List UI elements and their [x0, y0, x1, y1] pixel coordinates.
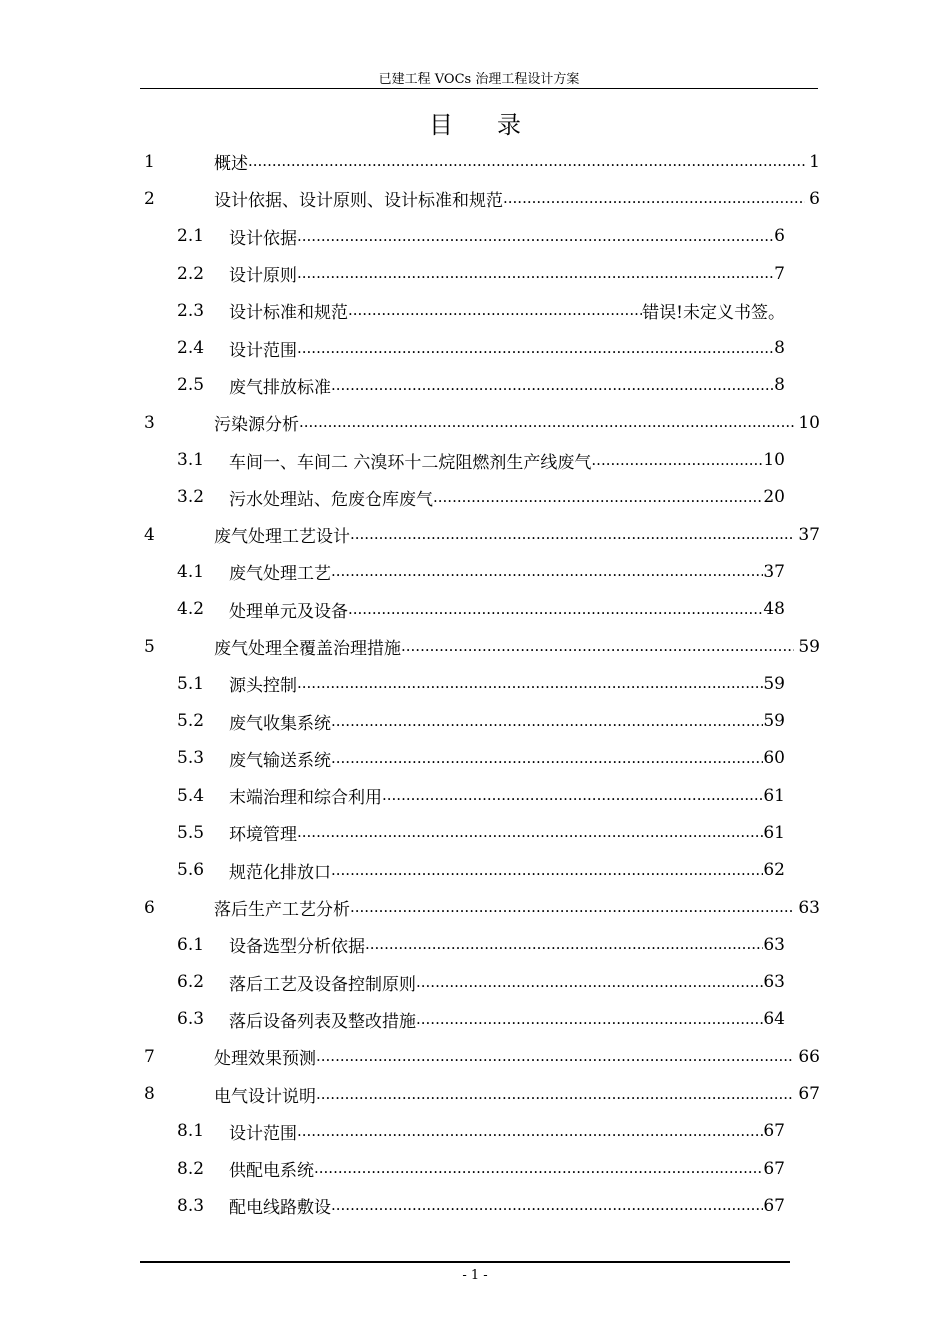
dot-leader	[416, 1012, 763, 1027]
toc-entry[interactable]	[140, 852, 820, 889]
toc-entry-page: 67	[763, 1158, 785, 1179]
dot-leader	[331, 714, 763, 729]
toc-entry-title: 电气设计说明	[214, 1086, 316, 1107]
toc-entry-number: 6.3	[177, 1009, 205, 1030]
toc-entry-title: 污水处理站、危废仓库废气	[229, 489, 433, 510]
toc-entry-number: 5.5	[177, 822, 205, 843]
toc-entry-number: 4.2	[177, 599, 205, 620]
toc-entry-number: 8	[144, 1084, 155, 1105]
toc-entry-title: 落后工艺及设备控制原则	[229, 974, 416, 995]
toc-entry[interactable]	[140, 1187, 820, 1224]
dot-leader	[297, 1124, 763, 1139]
dot-leader	[503, 191, 805, 206]
table-of-contents	[140, 143, 820, 1225]
toc-entry[interactable]	[140, 404, 820, 441]
toc-entry-number: 2.3	[177, 300, 205, 321]
toc-entry[interactable]	[140, 479, 820, 516]
toc-entry-title: 设计范围	[229, 1123, 297, 1144]
toc-entry-page: 6	[774, 226, 785, 247]
toc-entry-page: 66	[798, 1046, 820, 1067]
toc-entry-title: 设计原则	[229, 266, 297, 287]
toc-entry-title: 废气收集系统	[229, 713, 331, 734]
toc-entry-page: 67	[763, 1121, 785, 1142]
toc-entry-page: 60	[763, 748, 785, 769]
toc-entry-title: 污染源分析	[214, 415, 299, 436]
toc-entry-number: 2.5	[177, 375, 205, 396]
dot-leader	[401, 639, 794, 654]
toc-entry-title: 设计标准和规范	[229, 303, 348, 324]
toc-entry-number: 5.6	[177, 860, 205, 881]
toc-entry[interactable]	[140, 814, 820, 851]
toc-entry-title: 废气处理全覆盖治理措施	[214, 639, 401, 659]
dot-leader	[248, 154, 805, 169]
dot-leader	[433, 490, 763, 505]
dot-leader	[316, 1087, 794, 1102]
dot-leader	[316, 1049, 794, 1064]
toc-entry-title: 处理效果预测	[214, 1049, 316, 1070]
dot-leader	[331, 564, 763, 579]
toc-entry-number: 6.1	[177, 934, 205, 955]
toc-entry-page: 8	[774, 338, 785, 359]
toc-entry-title: 源头控制	[229, 676, 297, 697]
toc-entry[interactable]	[140, 441, 820, 478]
toc-entry[interactable]	[140, 180, 820, 217]
toc-entry-page: 59	[798, 636, 820, 657]
dot-leader	[348, 602, 763, 617]
toc-entry[interactable]	[140, 218, 820, 255]
toc-entry-page: 6	[809, 188, 820, 209]
toc-entry-title: 废气处理工艺	[229, 564, 331, 585]
toc-entry-number: 8.1	[177, 1121, 205, 1142]
toc-entry-number: 2	[144, 188, 155, 209]
toc-entry-title: 废气处理工艺设计	[214, 527, 350, 548]
dot-leader	[297, 341, 774, 356]
dot-leader	[382, 788, 763, 803]
toc-entry-page: 63	[763, 972, 785, 993]
toc-entry-number: 8.2	[177, 1158, 205, 1179]
toc-entry-number: 6.2	[177, 972, 205, 993]
toc-entry-number: 5.4	[177, 785, 205, 806]
toc-entry-number: 2.1	[177, 226, 205, 247]
toc-entry-title: 环境管理	[229, 825, 297, 846]
toc-entry-page: 错误!未定义书签。	[642, 303, 785, 324]
dot-leader	[348, 303, 642, 318]
toc-entry-page: 10	[798, 412, 820, 433]
toc-entry-page: 63	[763, 934, 785, 955]
toc-entry-number: 6	[144, 897, 155, 918]
toc-entry-title: 设备选型分析依据	[229, 937, 365, 958]
dot-leader	[365, 937, 763, 952]
dot-leader	[331, 1198, 763, 1213]
toc-entry-page: 1	[809, 151, 820, 172]
toc-entry-number: 1	[144, 151, 155, 172]
footer-divider	[140, 1261, 790, 1263]
toc-entry-page: 59	[763, 711, 785, 732]
dot-leader	[350, 900, 794, 915]
toc-entry[interactable]	[140, 1113, 820, 1150]
toc-entry-number: 5.3	[177, 748, 205, 769]
toc-entry-page: 48	[763, 599, 785, 620]
toc-entry-title: 设计依据	[229, 228, 297, 249]
toc-entry-title: 废气输送系统	[229, 750, 331, 771]
toc-entry[interactable]	[140, 553, 820, 590]
dot-leader	[331, 751, 763, 766]
dot-leader	[331, 863, 763, 878]
toc-entry-number: 3.1	[177, 450, 205, 471]
toc-entry[interactable]	[140, 1075, 820, 1112]
toc-entry[interactable]	[140, 1001, 820, 1038]
toc-entry[interactable]	[140, 889, 820, 926]
toc-entry-title: 概述	[214, 154, 248, 175]
dot-leader	[299, 415, 794, 430]
toc-entry[interactable]	[140, 143, 820, 180]
toc-entry-title: 末端治理和综合利用	[229, 788, 382, 809]
dot-leader	[416, 975, 763, 990]
toc-entry[interactable]	[140, 367, 820, 404]
toc-entry-number: 5.2	[177, 711, 205, 732]
toc-entry-title: 供配电系统	[229, 1161, 314, 1182]
dot-leader	[297, 266, 774, 281]
toc-entry[interactable]	[140, 926, 820, 963]
toc-entry-page: 61	[763, 822, 785, 843]
toc-title: 目录	[429, 111, 565, 139]
toc-entry-title: 废气排放标准	[229, 377, 331, 398]
toc-entry-title: 车间一、车间二 六溴环十二烷阻燃剂生产线废气	[229, 452, 592, 473]
dot-leader	[314, 1161, 763, 1176]
toc-entry-page: 63	[798, 897, 820, 918]
toc-entry[interactable]	[140, 292, 820, 329]
toc-entry[interactable]	[140, 1150, 820, 1187]
toc-entry[interactable]	[140, 1038, 820, 1075]
dot-leader	[297, 676, 763, 691]
toc-entry-number: 2.2	[177, 263, 205, 284]
toc-entry[interactable]	[140, 255, 820, 292]
toc-entry-number: 5	[144, 636, 155, 657]
toc-entry[interactable]	[140, 964, 820, 1001]
toc-entry-page: 59	[763, 673, 785, 694]
toc-entry-number: 5.1	[177, 673, 205, 694]
toc-entry[interactable]	[140, 329, 820, 366]
dot-leader	[297, 229, 774, 244]
toc-entry-number: 8.3	[177, 1195, 205, 1216]
toc-entry-title: 规范化排放口	[229, 862, 331, 883]
toc-entry-number: 4	[144, 524, 155, 545]
toc-entry-title: 配电线路敷设	[229, 1198, 331, 1219]
dot-leader	[331, 378, 774, 393]
toc-entry[interactable]	[140, 740, 820, 777]
toc-entry[interactable]	[140, 665, 820, 702]
toc-entry-title: 设计依据、设计原则、设计标准和规范	[214, 191, 503, 212]
toc-entry-number: 7	[144, 1046, 155, 1067]
toc-entry-page: 7	[774, 263, 785, 284]
toc-entry[interactable]	[140, 777, 820, 814]
toc-entry-title: 设计范围	[229, 340, 297, 361]
toc-entry[interactable]	[140, 591, 820, 628]
header-divider	[140, 88, 818, 89]
dot-leader	[297, 825, 763, 840]
toc-entry-title: 落后生产工艺分析	[214, 900, 350, 921]
toc-entry-page: 67	[763, 1195, 785, 1216]
toc-entry-page: 62	[763, 860, 785, 881]
toc-entry[interactable]	[140, 628, 820, 665]
toc-entry-page: 64	[763, 1009, 785, 1030]
running-header: 已建工程 VOCs 治理工程设计方案	[378, 72, 580, 87]
dot-leader	[591, 453, 763, 468]
toc-entry-number: 3.2	[177, 487, 205, 508]
toc-entry-page: 8	[774, 375, 785, 396]
toc-entry-page: 67	[798, 1084, 820, 1105]
toc-entry-page: 20	[763, 487, 785, 508]
page-number: - 1 -	[462, 1268, 488, 1283]
toc-entry-number: 4.1	[177, 561, 205, 582]
dot-leader	[350, 527, 794, 542]
toc-entry[interactable]	[140, 516, 820, 553]
toc-entry-title: 落后设备列表及整改措施	[229, 1011, 416, 1032]
toc-entry-page: 37	[763, 561, 785, 582]
toc-entry-title: 处理单元及设备	[229, 601, 348, 622]
toc-entry-number: 2.4	[177, 338, 205, 359]
toc-entry[interactable]	[140, 702, 820, 739]
toc-entry-page: 37	[798, 524, 820, 545]
toc-entry-number: 3	[144, 412, 155, 433]
toc-entry-page: 61	[763, 785, 785, 806]
toc-entry-page: 10	[763, 450, 785, 471]
